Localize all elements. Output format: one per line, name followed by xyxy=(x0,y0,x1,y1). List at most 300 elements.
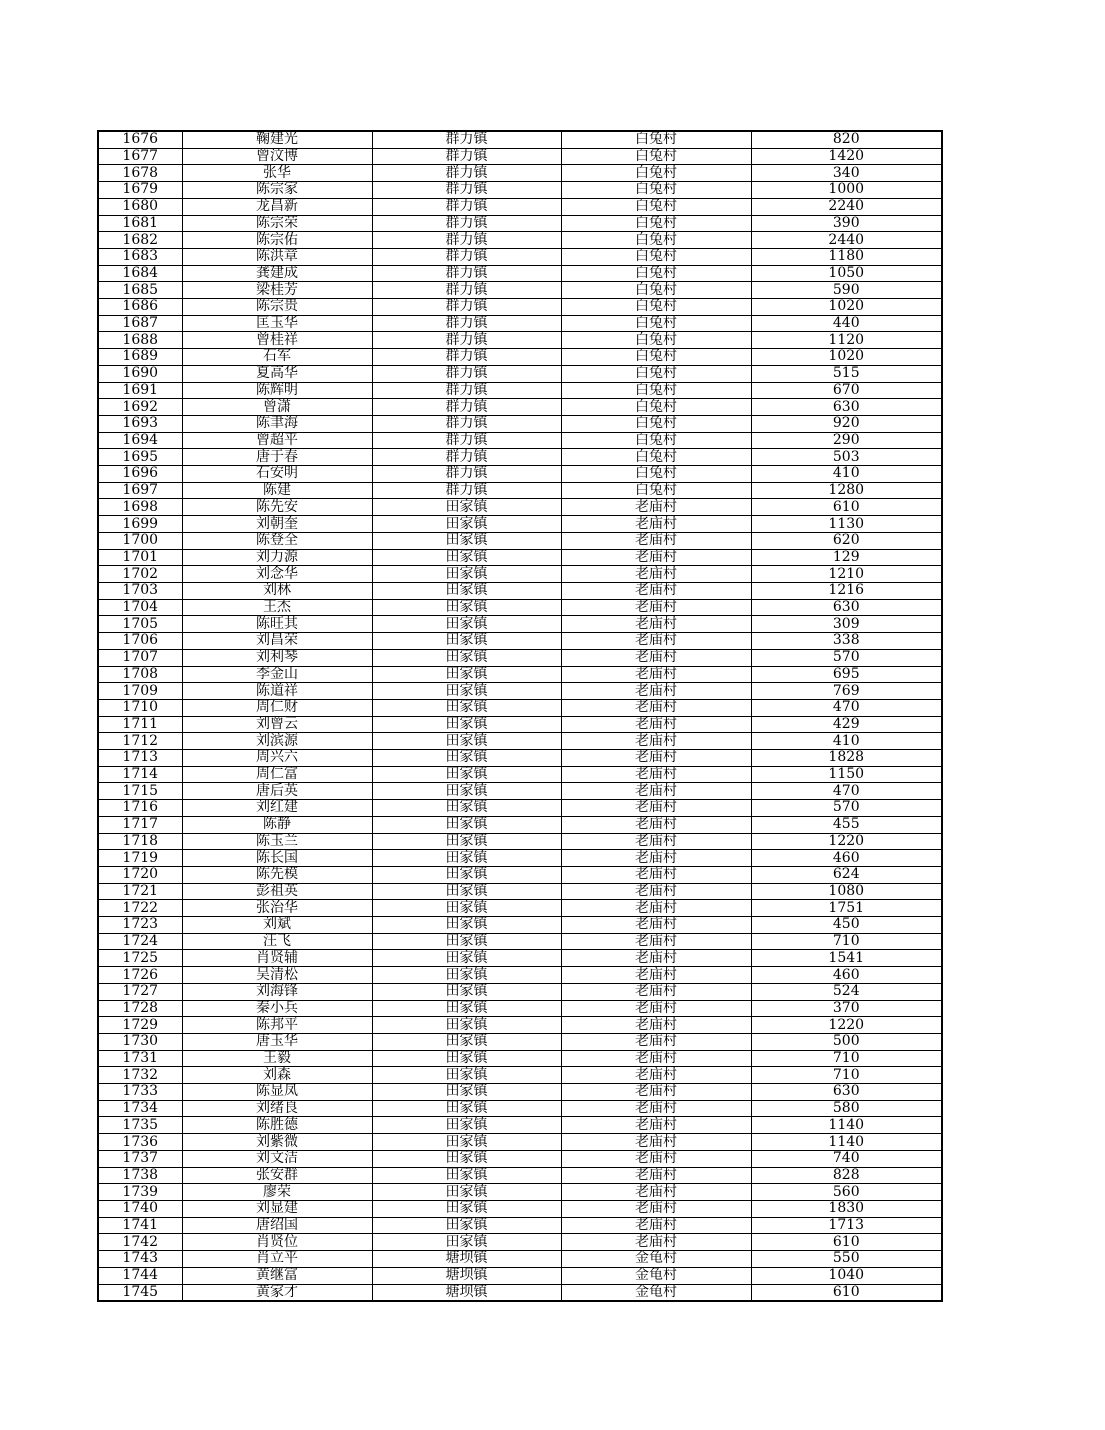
seq-cell: 1691 xyxy=(98,382,182,399)
amount-cell: 340 xyxy=(751,165,942,182)
name-cell: 王杰 xyxy=(182,599,372,616)
seq-cell: 1678 xyxy=(98,165,182,182)
village-cell: 老庙村 xyxy=(561,933,751,950)
village-cell: 白兔村 xyxy=(561,382,751,399)
village-cell: 老庙村 xyxy=(561,1134,751,1151)
amount-cell: 570 xyxy=(751,800,942,817)
table-row xyxy=(98,1033,942,1050)
town-cell: 田家镇 xyxy=(372,1150,561,1167)
village-cell: 白兔村 xyxy=(561,265,751,282)
name-cell: 鞠建光 xyxy=(182,131,372,148)
table-row xyxy=(98,449,942,466)
table-row xyxy=(98,1167,942,1184)
name-cell: 彭祖英 xyxy=(182,883,372,900)
village-cell: 老庙村 xyxy=(561,532,751,549)
amount-cell: 1000 xyxy=(751,182,942,199)
town-cell: 群力镇 xyxy=(372,449,561,466)
town-cell: 田家镇 xyxy=(372,800,561,817)
seq-cell: 1686 xyxy=(98,299,182,316)
town-cell: 群力镇 xyxy=(372,248,561,265)
name-cell: 刘力源 xyxy=(182,549,372,566)
table-row xyxy=(98,900,942,917)
data-table xyxy=(97,130,943,1302)
table-row xyxy=(98,1284,942,1301)
amount-cell: 460 xyxy=(751,850,942,867)
village-cell: 白兔村 xyxy=(561,315,751,332)
table-row xyxy=(98,299,942,316)
village-cell: 老庙村 xyxy=(561,917,751,934)
village-cell: 老庙村 xyxy=(561,683,751,700)
town-cell: 田家镇 xyxy=(372,1167,561,1184)
village-cell: 白兔村 xyxy=(561,332,751,349)
table-row xyxy=(98,349,942,366)
table-row xyxy=(98,182,942,199)
seq-cell: 1731 xyxy=(98,1050,182,1067)
table-row xyxy=(98,816,942,833)
amount-cell: 710 xyxy=(751,933,942,950)
table-row xyxy=(98,883,942,900)
name-cell: 刘斌 xyxy=(182,917,372,934)
table-row xyxy=(98,315,942,332)
name-cell: 曾潇 xyxy=(182,399,372,416)
seq-cell: 1705 xyxy=(98,616,182,633)
town-cell: 田家镇 xyxy=(372,616,561,633)
name-cell: 刘文洁 xyxy=(182,1150,372,1167)
seq-cell: 1681 xyxy=(98,215,182,232)
seq-cell: 1687 xyxy=(98,315,182,332)
town-cell: 田家镇 xyxy=(372,1117,561,1134)
table-row xyxy=(98,983,942,1000)
name-cell: 周仁财 xyxy=(182,699,372,716)
village-cell: 白兔村 xyxy=(561,299,751,316)
village-cell: 老庙村 xyxy=(561,800,751,817)
seq-cell: 1699 xyxy=(98,516,182,533)
seq-cell: 1744 xyxy=(98,1267,182,1284)
amount-cell: 710 xyxy=(751,1067,942,1084)
town-cell: 田家镇 xyxy=(372,1000,561,1017)
table-row xyxy=(98,131,942,148)
table-row xyxy=(98,532,942,549)
name-cell: 张安群 xyxy=(182,1167,372,1184)
amount-cell: 695 xyxy=(751,666,942,683)
name-cell: 刘朝奎 xyxy=(182,516,372,533)
table-row xyxy=(98,699,942,716)
town-cell: 田家镇 xyxy=(372,1134,561,1151)
seq-cell: 1734 xyxy=(98,1100,182,1117)
seq-cell: 1730 xyxy=(98,1033,182,1050)
village-cell: 老庙村 xyxy=(561,499,751,516)
town-cell: 田家镇 xyxy=(372,1084,561,1101)
village-cell: 老庙村 xyxy=(561,883,751,900)
amount-cell: 1020 xyxy=(751,299,942,316)
seq-cell: 1704 xyxy=(98,599,182,616)
name-cell: 匡玉华 xyxy=(182,315,372,332)
name-cell: 龙昌新 xyxy=(182,198,372,215)
seq-cell: 1724 xyxy=(98,933,182,950)
town-cell: 田家镇 xyxy=(372,950,561,967)
village-cell: 老庙村 xyxy=(561,1000,751,1017)
amount-cell: 2440 xyxy=(751,232,942,249)
amount-cell: 1040 xyxy=(751,1267,942,1284)
seq-cell: 1710 xyxy=(98,699,182,716)
name-cell: 刘滨源 xyxy=(182,733,372,750)
village-cell: 老庙村 xyxy=(561,549,751,566)
town-cell: 田家镇 xyxy=(372,917,561,934)
table-row xyxy=(98,1134,942,1151)
town-cell: 田家镇 xyxy=(372,1017,561,1034)
town-cell: 群力镇 xyxy=(372,131,561,148)
seq-cell: 1714 xyxy=(98,766,182,783)
name-cell: 刘利琴 xyxy=(182,649,372,666)
table-row xyxy=(98,466,942,483)
village-cell: 老庙村 xyxy=(561,633,751,650)
amount-cell: 560 xyxy=(751,1184,942,1201)
village-cell: 老庙村 xyxy=(561,1167,751,1184)
town-cell: 群力镇 xyxy=(372,315,561,332)
amount-cell: 1130 xyxy=(751,516,942,533)
town-cell: 田家镇 xyxy=(372,833,561,850)
village-cell: 老庙村 xyxy=(561,733,751,750)
name-cell: 陈建 xyxy=(182,482,372,499)
town-cell: 田家镇 xyxy=(372,750,561,767)
seq-cell: 1682 xyxy=(98,232,182,249)
village-cell: 老庙村 xyxy=(561,850,751,867)
name-cell: 曾桂祥 xyxy=(182,332,372,349)
village-cell: 老庙村 xyxy=(561,666,751,683)
village-cell: 白兔村 xyxy=(561,198,751,215)
town-cell: 田家镇 xyxy=(372,866,561,883)
amount-cell: 630 xyxy=(751,1084,942,1101)
amount-cell: 129 xyxy=(751,549,942,566)
seq-cell: 1735 xyxy=(98,1117,182,1134)
seq-cell: 1716 xyxy=(98,800,182,817)
amount-cell: 1220 xyxy=(751,833,942,850)
table-row xyxy=(98,783,942,800)
town-cell: 田家镇 xyxy=(372,532,561,549)
table-row xyxy=(98,198,942,215)
village-cell: 白兔村 xyxy=(561,148,751,165)
seq-cell: 1697 xyxy=(98,482,182,499)
name-cell: 黄继富 xyxy=(182,1267,372,1284)
town-cell: 群力镇 xyxy=(372,365,561,382)
seq-cell: 1725 xyxy=(98,950,182,967)
seq-cell: 1722 xyxy=(98,900,182,917)
amount-cell: 1216 xyxy=(751,582,942,599)
table-row xyxy=(98,633,942,650)
seq-cell: 1692 xyxy=(98,399,182,416)
seq-cell: 1694 xyxy=(98,432,182,449)
table-row xyxy=(98,482,942,499)
name-cell: 曾超平 xyxy=(182,432,372,449)
name-cell: 唐后英 xyxy=(182,783,372,800)
seq-cell: 1684 xyxy=(98,265,182,282)
amount-cell: 410 xyxy=(751,733,942,750)
seq-cell: 1717 xyxy=(98,816,182,833)
name-cell: 刘曾云 xyxy=(182,716,372,733)
table-row xyxy=(98,1217,942,1234)
seq-cell: 1740 xyxy=(98,1201,182,1218)
amount-cell: 620 xyxy=(751,532,942,549)
table-row xyxy=(98,415,942,432)
table-row xyxy=(98,800,942,817)
table-row xyxy=(98,1184,942,1201)
table-row xyxy=(98,766,942,783)
amount-cell: 503 xyxy=(751,449,942,466)
seq-cell: 1733 xyxy=(98,1084,182,1101)
table-row xyxy=(98,1050,942,1067)
name-cell: 刘红建 xyxy=(182,800,372,817)
table-row xyxy=(98,1117,942,1134)
village-cell: 金龟村 xyxy=(561,1284,751,1301)
amount-cell: 769 xyxy=(751,683,942,700)
name-cell: 张治华 xyxy=(182,900,372,917)
name-cell: 肖立平 xyxy=(182,1251,372,1268)
table-row xyxy=(98,850,942,867)
seq-cell: 1707 xyxy=(98,649,182,666)
table-row xyxy=(98,917,942,934)
town-cell: 田家镇 xyxy=(372,1033,561,1050)
amount-cell: 550 xyxy=(751,1251,942,1268)
town-cell: 田家镇 xyxy=(372,933,561,950)
name-cell: 周仁富 xyxy=(182,766,372,783)
seq-cell: 1700 xyxy=(98,532,182,549)
name-cell: 陈辉明 xyxy=(182,382,372,399)
name-cell: 张华 xyxy=(182,165,372,182)
town-cell: 田家镇 xyxy=(372,516,561,533)
amount-cell: 1020 xyxy=(751,349,942,366)
seq-cell: 1709 xyxy=(98,683,182,700)
town-cell: 田家镇 xyxy=(372,850,561,867)
table-row xyxy=(98,967,942,984)
seq-cell: 1732 xyxy=(98,1067,182,1084)
table-row xyxy=(98,582,942,599)
town-cell: 田家镇 xyxy=(372,649,561,666)
town-cell: 田家镇 xyxy=(372,1100,561,1117)
name-cell: 石军 xyxy=(182,349,372,366)
village-cell: 老庙村 xyxy=(561,766,751,783)
amount-cell: 1751 xyxy=(751,900,942,917)
amount-cell: 1828 xyxy=(751,750,942,767)
name-cell: 陈玉兰 xyxy=(182,833,372,850)
name-cell: 陈宗佑 xyxy=(182,232,372,249)
town-cell: 田家镇 xyxy=(372,582,561,599)
amount-cell: 630 xyxy=(751,399,942,416)
table-row xyxy=(98,1234,942,1251)
town-cell: 群力镇 xyxy=(372,349,561,366)
table-row xyxy=(98,265,942,282)
amount-cell: 470 xyxy=(751,783,942,800)
village-cell: 老庙村 xyxy=(561,649,751,666)
village-cell: 老庙村 xyxy=(561,599,751,616)
amount-cell: 410 xyxy=(751,466,942,483)
village-cell: 白兔村 xyxy=(561,215,751,232)
seq-cell: 1737 xyxy=(98,1150,182,1167)
town-cell: 田家镇 xyxy=(372,683,561,700)
seq-cell: 1741 xyxy=(98,1217,182,1234)
seq-cell: 1703 xyxy=(98,582,182,599)
amount-cell: 450 xyxy=(751,917,942,934)
name-cell: 吴清松 xyxy=(182,967,372,984)
town-cell: 田家镇 xyxy=(372,716,561,733)
name-cell: 夏高华 xyxy=(182,365,372,382)
town-cell: 田家镇 xyxy=(372,983,561,1000)
name-cell: 陈道祥 xyxy=(182,683,372,700)
town-cell: 田家镇 xyxy=(372,1184,561,1201)
town-cell: 田家镇 xyxy=(372,1201,561,1218)
amount-cell: 710 xyxy=(751,1050,942,1067)
town-cell: 田家镇 xyxy=(372,1067,561,1084)
name-cell: 刘海锋 xyxy=(182,983,372,1000)
amount-cell: 440 xyxy=(751,315,942,332)
table-row xyxy=(98,165,942,182)
seq-cell: 1689 xyxy=(98,349,182,366)
village-cell: 金龟村 xyxy=(561,1251,751,1268)
seq-cell: 1708 xyxy=(98,666,182,683)
seq-cell: 1677 xyxy=(98,148,182,165)
table-row xyxy=(98,833,942,850)
town-cell: 田家镇 xyxy=(372,1050,561,1067)
amount-cell: 1080 xyxy=(751,883,942,900)
table-row xyxy=(98,1267,942,1284)
seq-cell: 1743 xyxy=(98,1251,182,1268)
amount-cell: 920 xyxy=(751,415,942,432)
village-cell: 金龟村 xyxy=(561,1267,751,1284)
village-cell: 白兔村 xyxy=(561,432,751,449)
table-row xyxy=(98,866,942,883)
amount-cell: 429 xyxy=(751,716,942,733)
town-cell: 群力镇 xyxy=(372,399,561,416)
table-row xyxy=(98,1000,942,1017)
seq-cell: 1698 xyxy=(98,499,182,516)
amount-cell: 610 xyxy=(751,499,942,516)
town-cell: 群力镇 xyxy=(372,282,561,299)
village-cell: 老庙村 xyxy=(561,1117,751,1134)
village-cell: 老庙村 xyxy=(561,1150,751,1167)
seq-cell: 1712 xyxy=(98,733,182,750)
seq-cell: 1713 xyxy=(98,750,182,767)
name-cell: 陈洪章 xyxy=(182,248,372,265)
seq-cell: 1695 xyxy=(98,449,182,466)
town-cell: 田家镇 xyxy=(372,549,561,566)
name-cell: 刘显建 xyxy=(182,1201,372,1218)
name-cell: 陈胜德 xyxy=(182,1117,372,1134)
table-row xyxy=(98,1100,942,1117)
amount-cell: 740 xyxy=(751,1150,942,1167)
amount-cell: 455 xyxy=(751,816,942,833)
village-cell: 老庙村 xyxy=(561,983,751,1000)
amount-cell: 524 xyxy=(751,983,942,1000)
amount-cell: 338 xyxy=(751,633,942,650)
seq-cell: 1701 xyxy=(98,549,182,566)
name-cell: 李金山 xyxy=(182,666,372,683)
seq-cell: 1720 xyxy=(98,866,182,883)
name-cell: 刘昌荣 xyxy=(182,633,372,650)
village-cell: 老庙村 xyxy=(561,1084,751,1101)
seq-cell: 1719 xyxy=(98,850,182,867)
amount-cell: 1050 xyxy=(751,265,942,282)
village-cell: 老庙村 xyxy=(561,582,751,599)
town-cell: 田家镇 xyxy=(372,633,561,650)
town-cell: 群力镇 xyxy=(372,432,561,449)
seq-cell: 1683 xyxy=(98,248,182,265)
amount-cell: 1420 xyxy=(751,148,942,165)
name-cell: 陈先安 xyxy=(182,499,372,516)
name-cell: 周兴六 xyxy=(182,750,372,767)
village-cell: 白兔村 xyxy=(561,466,751,483)
seq-cell: 1742 xyxy=(98,1234,182,1251)
amount-cell: 1713 xyxy=(751,1217,942,1234)
town-cell: 群力镇 xyxy=(372,265,561,282)
table-row xyxy=(98,282,942,299)
name-cell: 陈静 xyxy=(182,816,372,833)
name-cell: 陈宗家 xyxy=(182,182,372,199)
amount-cell: 630 xyxy=(751,599,942,616)
village-cell: 老庙村 xyxy=(561,866,751,883)
amount-cell: 1140 xyxy=(751,1134,942,1151)
name-cell: 刘绪良 xyxy=(182,1100,372,1117)
table-row xyxy=(98,399,942,416)
table-row xyxy=(98,1084,942,1101)
table-row xyxy=(98,1017,942,1034)
seq-cell: 1723 xyxy=(98,917,182,934)
town-cell: 群力镇 xyxy=(372,198,561,215)
seq-cell: 1715 xyxy=(98,783,182,800)
amount-cell: 1220 xyxy=(751,1017,942,1034)
town-cell: 群力镇 xyxy=(372,382,561,399)
village-cell: 老庙村 xyxy=(561,716,751,733)
town-cell: 田家镇 xyxy=(372,766,561,783)
seq-cell: 1696 xyxy=(98,466,182,483)
table-row xyxy=(98,750,942,767)
seq-cell: 1727 xyxy=(98,983,182,1000)
village-cell: 白兔村 xyxy=(561,349,751,366)
village-cell: 老庙村 xyxy=(561,1033,751,1050)
town-cell: 塘坝镇 xyxy=(372,1284,561,1301)
village-cell: 白兔村 xyxy=(561,365,751,382)
village-cell: 老庙村 xyxy=(561,616,751,633)
seq-cell: 1688 xyxy=(98,332,182,349)
table-row xyxy=(98,549,942,566)
table-body xyxy=(98,131,942,1301)
town-cell: 田家镇 xyxy=(372,599,561,616)
name-cell: 汪飞 xyxy=(182,933,372,950)
village-cell: 白兔村 xyxy=(561,232,751,249)
village-cell: 老庙村 xyxy=(561,783,751,800)
table-row xyxy=(98,1251,942,1268)
village-cell: 白兔村 xyxy=(561,248,751,265)
amount-cell: 470 xyxy=(751,699,942,716)
town-cell: 群力镇 xyxy=(372,299,561,316)
village-cell: 老庙村 xyxy=(561,900,751,917)
amount-cell: 828 xyxy=(751,1167,942,1184)
amount-cell: 610 xyxy=(751,1284,942,1301)
name-cell: 石安明 xyxy=(182,466,372,483)
amount-cell: 624 xyxy=(751,866,942,883)
table-row xyxy=(98,432,942,449)
amount-cell: 610 xyxy=(751,1234,942,1251)
seq-cell: 1721 xyxy=(98,883,182,900)
amount-cell: 1830 xyxy=(751,1201,942,1218)
seq-cell: 1738 xyxy=(98,1167,182,1184)
town-cell: 田家镇 xyxy=(372,566,561,583)
town-cell: 田家镇 xyxy=(372,699,561,716)
name-cell: 陈登全 xyxy=(182,532,372,549)
town-cell: 群力镇 xyxy=(372,332,561,349)
amount-cell: 2240 xyxy=(751,198,942,215)
village-cell: 白兔村 xyxy=(561,182,751,199)
amount-cell: 570 xyxy=(751,649,942,666)
name-cell: 唐玉华 xyxy=(182,1033,372,1050)
